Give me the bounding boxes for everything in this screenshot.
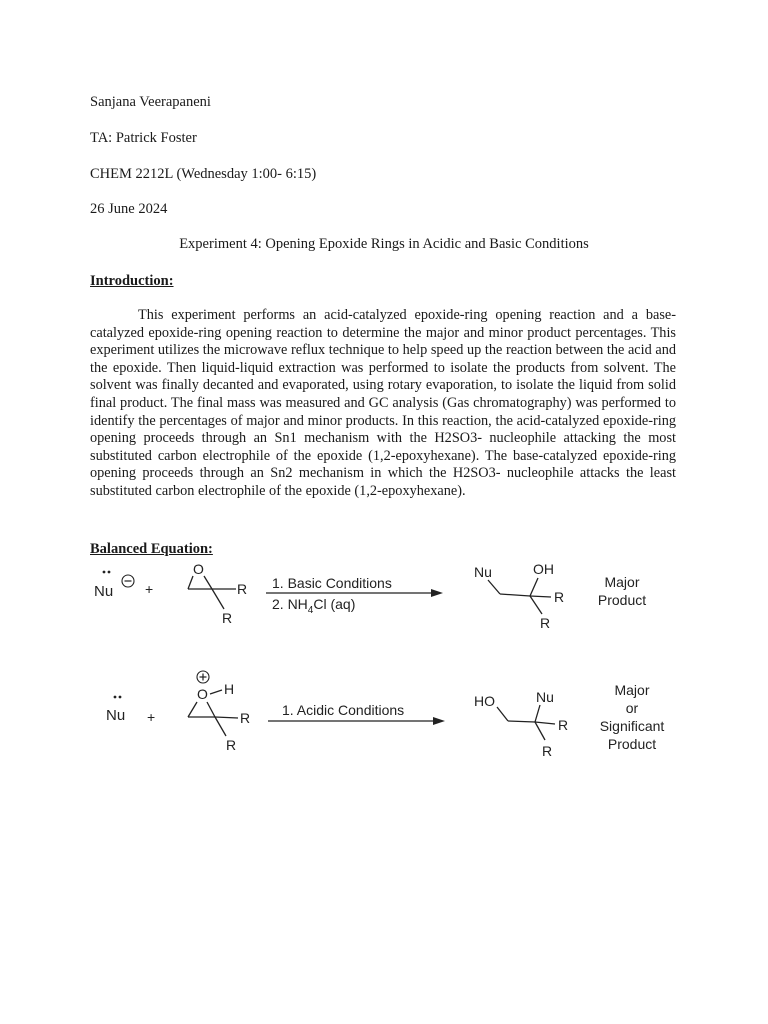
r-group: R [558, 717, 569, 733]
nucleophile-label: Nu [106, 707, 126, 724]
nucleophile-label: Nu [94, 583, 114, 600]
r-group: R [240, 710, 251, 726]
r-group: R [237, 581, 248, 597]
introduction-paragraph: This experiment performs an acid-catalyzed epoxide-ring opening reaction and a base-catalyzed epoxide-ring opening reaction to determine the major and minor product percentages. This experiment utilizes the microwave reflux technique to help speed up the reaction between the acid and the epoxide. Then liquid-liquid extraction was performed to isolate the products from solvent. The solvent was finally decanted and evaporated, using rotary evaporation, to isolate the liquid from solid final product. The final mass was measured and GC analysis (Gas chromatography) was performed to identify the percentages of major and minor products. In this reaction, the acid-catalyzed epoxide-ring opening proceeds through an Sn1 mechanism with the H2SO3- nucleophile attacking the most substituted carbon electrophile of the epoxide (1,2-epoxyhexane). The base-catalyzed epoxide-ring opening proceeds through an Sn2 mechanism in which the H2SO3- nucleophile attacks the least substituted carbon electrophile of the epoxide (1,2-epoxyhexane). [90, 307, 676, 499]
product-hydroxyl: OH [533, 561, 554, 577]
plus-sign: + [145, 581, 154, 597]
report-date: 26 June 2024 [90, 201, 168, 217]
r-group: R [540, 615, 551, 631]
product-label-line: Major [604, 574, 640, 590]
protonated-epoxide-structure [188, 702, 238, 736]
author-name: Sanjana Veerapaneni [90, 94, 211, 110]
lone-pair-dot [119, 696, 122, 699]
product-label-line: Product [597, 592, 647, 608]
r-group: R [554, 589, 565, 605]
acidic-reaction [106, 671, 664, 759]
lone-pair-dot [103, 571, 106, 574]
plus-sign: + [147, 709, 156, 725]
product-label-line: Significant [599, 718, 665, 734]
epoxide-oxygen: O [193, 561, 204, 577]
reaction-arrow-icon [268, 717, 445, 725]
product-nucleophile: Nu [474, 564, 492, 580]
epoxide-oxygen: O [197, 686, 208, 702]
reaction-scheme [0, 555, 768, 770]
introduction-heading: Introduction: [90, 273, 174, 289]
basic-product-structure [488, 578, 551, 614]
basic-step-1: 1. Basic Conditions [272, 575, 392, 591]
epoxide-structure [188, 576, 236, 609]
r-group: R [222, 610, 233, 626]
basic-reaction [94, 561, 646, 631]
course-info: CHEM 2212L (Wednesday 1:00- 6:15) [90, 166, 317, 182]
acidic-product-structure [497, 705, 555, 740]
lone-pair-dot [114, 696, 117, 699]
lone-pair-dot [108, 571, 111, 574]
epoxide-hydrogen: H [224, 681, 235, 697]
product-label-line: Product [607, 736, 657, 752]
r-group: R [542, 743, 553, 759]
product-label-line: or [625, 700, 639, 716]
basic-step-2: 2. $NH_4Cl$ (aq) [272, 596, 356, 616]
negative-charge-icon [122, 575, 134, 587]
experiment-title: Experiment 4: Opening Epoxide Rings in Acidic and Basic Conditions [179, 236, 589, 252]
balanced-equation-heading: Balanced Equation: [90, 541, 213, 557]
product-nucleophile: Nu [536, 689, 554, 705]
ta-name: TA: Patrick Foster [90, 130, 197, 146]
r-group: R [226, 737, 237, 753]
product-label-line: Major [614, 682, 650, 698]
acidic-step-1: 1. Acidic Conditions [282, 702, 405, 718]
product-hydroxyl: HO [474, 693, 495, 709]
positive-charge-icon [197, 671, 209, 683]
oh-bond [210, 690, 222, 694]
